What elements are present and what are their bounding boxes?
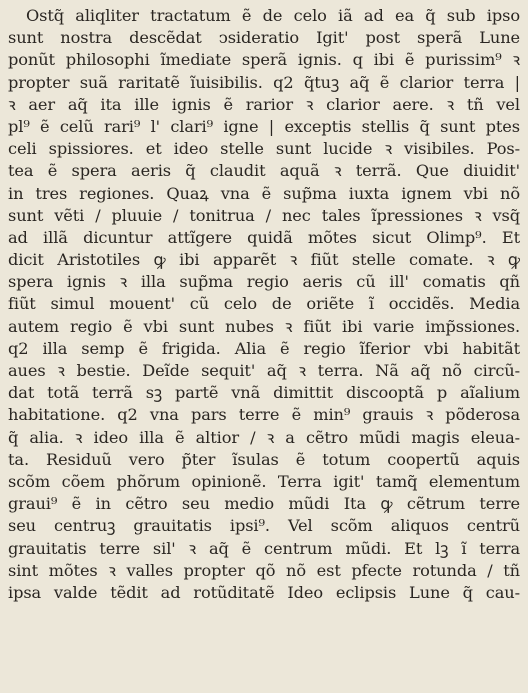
latin-text-block — [8, 5, 520, 604]
text-line: graui⁹ ẽ in cẽtro seu medio mũdi Ita ꝙ cẽtrum terre — [8, 494, 520, 514]
text-line: autem regio ẽ vbi sunt nubes ꝛ fiũt ibi varie imp̃ssiones. — [8, 316, 520, 336]
text-line: scõm cõem phõrum opinionẽ. Terra igit' tamq̃ elementum — [8, 471, 520, 491]
text-line: habitatione. q2 vna pars terre ẽ min⁹ grauis ꝛ põderosa — [8, 405, 520, 425]
text-line: propter suã raritatẽ ĩuisibilis. q2 q̃tuꝫ aq̃ ẽ clarior terra | — [8, 72, 520, 92]
text-line: sunt vẽti / pluuie / tonitrua / nec tales ĩpressiones ꝛ vsq̃ — [8, 205, 520, 225]
text-line: ta. Residuũ vero p̃ter ĩsulas ẽ totum coopertũ aquis — [8, 449, 520, 469]
text-line: aues ꝛ bestie. Deĩde sequit' aq̃ ꝛ terra. Nã aq̃ nõ circũ- — [8, 361, 520, 380]
text-line: q2 illa semp ẽ frigida. Alia ẽ regio ĩferior vbi habitãt — [8, 338, 520, 358]
text-line: ꝛ aer aq̃ ita ille ignis ẽ rarior ꝛ clarior aere. ꝛ tñ vel — [8, 94, 520, 114]
text-line: seu centruꝫ grauitatis ipsi⁹. Vel scõm aliquos centrũ — [8, 516, 520, 536]
text-line: fiũt simul mouent' cũ celo de oriẽte ĩ occidẽs. Media — [8, 294, 520, 314]
text-line: ipsa valde tẽdit ad rotũditatẽ Ideo eclipsis Lune q̃ cau- — [8, 582, 520, 602]
text-line: spera ignis ꝛ illa sup̃ma regio aeris cũ ill' comatis qñ — [8, 272, 520, 292]
text-line: sunt nostra descẽdat ↄsideratio Igit' post sperã Lune — [8, 28, 520, 48]
text-line: ad illã dicuntur attĩgere quidã mõtes sicut Olimp⁹. Et — [8, 227, 520, 247]
text-line: dat totã terrã sꝫ partẽ vnã dimittit discooptã p aĩalium — [8, 383, 520, 403]
text-line: in tres regiones. Quaꝝ vna ẽ sup̃ma iuxta ignem vbi nõ — [8, 183, 520, 203]
text-line: q̃ alia. ꝛ ideo illa ẽ altior / ꝛ a cẽtro mũdi magis eleua- — [8, 427, 520, 447]
text-line: Ostq̃ aliqliter tractatum ẽ de celo iã ad ea q̃ sub ipso — [26, 6, 520, 25]
text-line: celi spissiores. et ideo stelle sunt lucide ꝛ visibiles. Pos- — [8, 139, 520, 159]
text-line: dicit Aristotiles ꝙ ibi apparẽt ꝛ fiũt stelle comate. ꝛ ꝙ — [8, 250, 520, 270]
text-line: sint mõtes ꝛ valles propter qõ nõ est pfecte rotunda / tñ — [8, 560, 520, 580]
text-line: ponũt philosophi ĩmediate sperã ignis. q ibi ẽ purissim⁹ ꝛ — [8, 50, 520, 70]
text-line: tea ẽ spera aeris q̃ claudit aquã ꝛ terrã. Que diuidit' — [8, 161, 520, 181]
text-line: pl⁹ ẽ celũ rari⁹ l' clari⁹ igne | exceptis stellis q̃ sunt ptes — [8, 116, 520, 136]
text-line: grauitatis terre sil' ꝛ aq̃ ẽ centrum mũdi. Et lꝫ ĩ terra — [8, 538, 520, 558]
